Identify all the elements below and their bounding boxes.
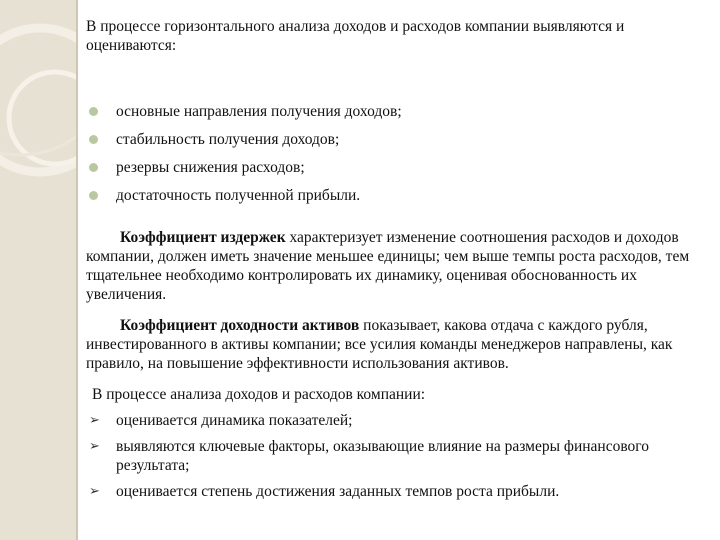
list-item: ➢ оценивается степень достижения заданных темпов роста прибыли. — [89, 483, 560, 500]
asset-return-paragraph — [86, 316, 712, 373]
cost-ratio-paragraph — [86, 228, 712, 304]
list-item: достаточность полученной прибыли. — [86, 186, 706, 214]
cost-ratio-term: Коэффициент издержек — [120, 229, 286, 246]
arrow-bullet-icon: ➢ — [89, 439, 100, 454]
arrow-bullet-icon: ➢ — [89, 413, 100, 428]
list-item: резервы снижения расходов; — [86, 158, 706, 186]
arrow-list — [86, 411, 706, 508]
asset-return-term: Коэффициент доходности активов — [120, 317, 360, 334]
list-item: ➢ выявляются ключевые факторы, оказывающие влияние на размеры финансового результата; — [89, 438, 650, 474]
asset-return-text: показывает, какова отдача с каждого рубля, инвестированного в активы компании; все усилия команды менеджеров направлены, как правило, на повышение эффективности использования активов. — [86, 317, 673, 372]
sidebar-divider — [76, 0, 78, 540]
list-item: стабильность получения доходов; — [86, 130, 706, 158]
circle-bullet-icon — [89, 107, 98, 116]
circle-bullet-icon — [89, 191, 98, 200]
bullet-list — [86, 102, 706, 214]
intro-text: В процессе горизонтального анализа доходов и расходов компании выявляются и оцениваются: — [86, 18, 625, 54]
decorative-sidebar — [0, 0, 76, 540]
analysis-title: В процессе анализа доходов и расходов компании: — [92, 386, 426, 403]
cost-ratio-text: характеризует изменение соотношения расходов и доходов компании, должен иметь значение меньшее единицы; чем выше темпы роста расходов, тем тщательнее необходимо контролировать их динамику, оценивая обоснованность их увеличения. — [86, 229, 690, 303]
list-item: ➢ оценивается динамика показателей; — [89, 412, 353, 429]
circle-bullet-icon — [89, 135, 98, 144]
circle-bullet-icon — [89, 163, 98, 172]
decorative-circles — [0, 0, 76, 540]
list-item: основные направления получения доходов; — [86, 102, 706, 130]
arrow-bullet-icon: ➢ — [89, 484, 100, 499]
